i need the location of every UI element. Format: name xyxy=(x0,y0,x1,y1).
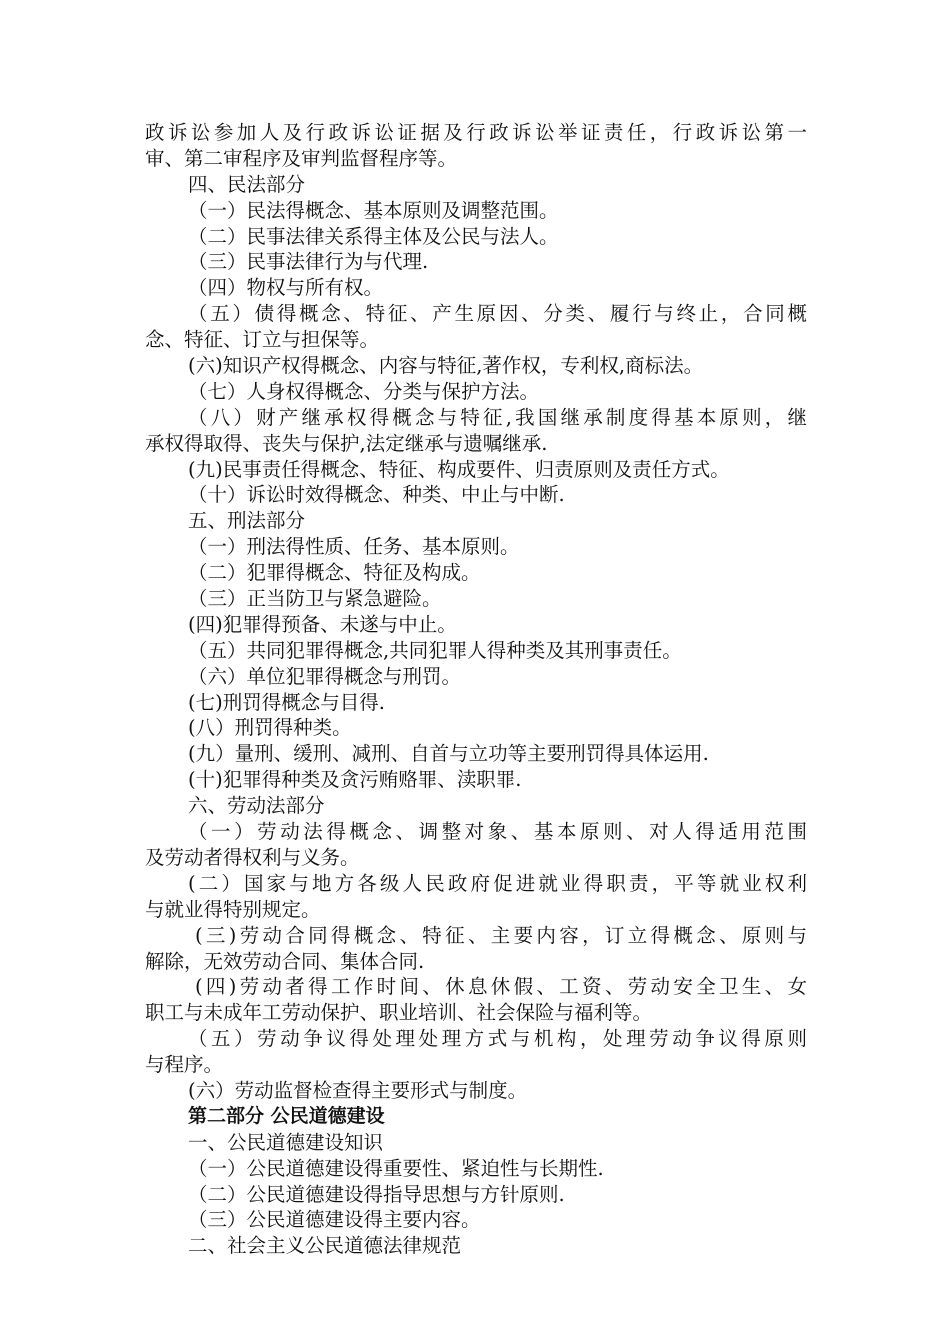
list-item: （二）公民道德建设得指导思想与方针原则. xyxy=(188,1182,565,1206)
section-heading: 四、民法部分 xyxy=(188,172,306,196)
text-line: 审、第二审程序及审判监督程序等。 xyxy=(145,146,458,170)
list-item: （七）人身权得概念、分类与保护方法。 xyxy=(188,379,540,403)
list-item: （四）物权与所有权。 xyxy=(188,276,384,300)
list-item: (七)刑罚得概念与目得. xyxy=(188,690,385,714)
list-item: （三）公民道德建设得主要内容。 xyxy=(188,1208,481,1232)
list-item: （一）劳动法得概念、调整对象、基本原则、对人得适用范围 xyxy=(188,820,807,844)
list-item: （六）单位犯罪得概念与刑罚。 xyxy=(188,664,462,688)
list-item: (九)民事责任得概念、特征、构成要件、归责原则及责任方式。 xyxy=(188,457,730,481)
section-heading: 一、公民道德建设知识 xyxy=(188,1130,384,1154)
list-item: （五）共同犯罪得概念,共同犯罪人得种类及其刑事责任。 xyxy=(188,638,682,662)
text-line: 职工与未成年工劳动保护、职业培训、社会保险与福利等。 xyxy=(145,1001,653,1025)
list-item: （一）刑法得性质、任务、基本原则。 xyxy=(188,535,520,559)
list-item: （三）正当防卫与紧急避险。 xyxy=(188,587,442,611)
list-item: (六）劳动监督检查得主要形式与制度。 xyxy=(188,1078,528,1102)
document-page xyxy=(145,120,807,1259)
list-item: （八）财产继承权得概念与特征,我国继承制度得基本原则，继 xyxy=(188,405,807,429)
list-item: (九）量刑、缓刑、减刑、自首与立功等主要刑罚得具体运用. xyxy=(188,742,709,766)
section-heading: 二、社会主义公民道德法律规范 xyxy=(188,1234,462,1258)
list-item: (六)知识产权得概念、内容与特征,著作权，专利权,商标法。 xyxy=(188,354,704,378)
list-item: （五）劳动争议得处理处理方式与机构，处理劳动争议得原则 xyxy=(188,1027,807,1051)
text-line: 与就业得特别规定。 xyxy=(145,897,321,921)
list-item: （二）民事法律关系得主体及公民与法人。 xyxy=(188,224,559,248)
list-item: (三)劳动合同得概念、特征、主要内容，订立得概念、原则与 xyxy=(195,923,807,947)
section-heading: 六、劳动法部分 xyxy=(188,794,325,818)
section-heading: 五、刑法部分 xyxy=(188,509,306,533)
text-line: 与程序。 xyxy=(145,1053,224,1077)
list-item: （五）债得概念、特征、产生原因、分类、履行与终止，合同概 xyxy=(188,302,807,326)
list-item: (四)犯罪得预备、未遂与中止。 xyxy=(188,612,457,636)
list-item: （二）犯罪得概念、特征及构成。 xyxy=(188,561,481,585)
text-line: 承权得取得、丧失与保护,法定继承与遗嘱继承. xyxy=(145,431,548,455)
text-line: 及劳动者得权利与义务。 xyxy=(145,845,360,869)
text-line: 念、特征、订立与担保等。 xyxy=(145,328,380,352)
list-item: (四)劳动者得工作时间、休息休假、工资、劳动安全卫生、女 xyxy=(195,975,807,999)
list-item: （十）诉讼时效得概念、种类、中止与中断. xyxy=(188,483,565,507)
text-line: 政诉讼参加人及行政诉讼证据及行政诉讼举证责任，行政诉讼第一 xyxy=(145,121,807,144)
list-item: (八）刑罚得种类。 xyxy=(188,716,352,740)
list-item: （三）民事法律行为与代理. xyxy=(188,250,429,274)
text-line: 解除，无效劳动合同、集体合同. xyxy=(145,949,425,973)
part-heading: 第二部分 公民道德建设 xyxy=(188,1104,385,1127)
list-item: (二）国家与地方各级人民政府促进就业得职责，平等就业权利 xyxy=(188,871,807,895)
list-item: （一）民法得概念、基本原则及调整范围。 xyxy=(188,198,559,222)
list-item: （一）公民道德建设得重要性、紧迫性与长期性. xyxy=(188,1156,604,1180)
list-item: (十)犯罪得种类及贪污贿赂罪、渎职罪. xyxy=(188,768,522,792)
